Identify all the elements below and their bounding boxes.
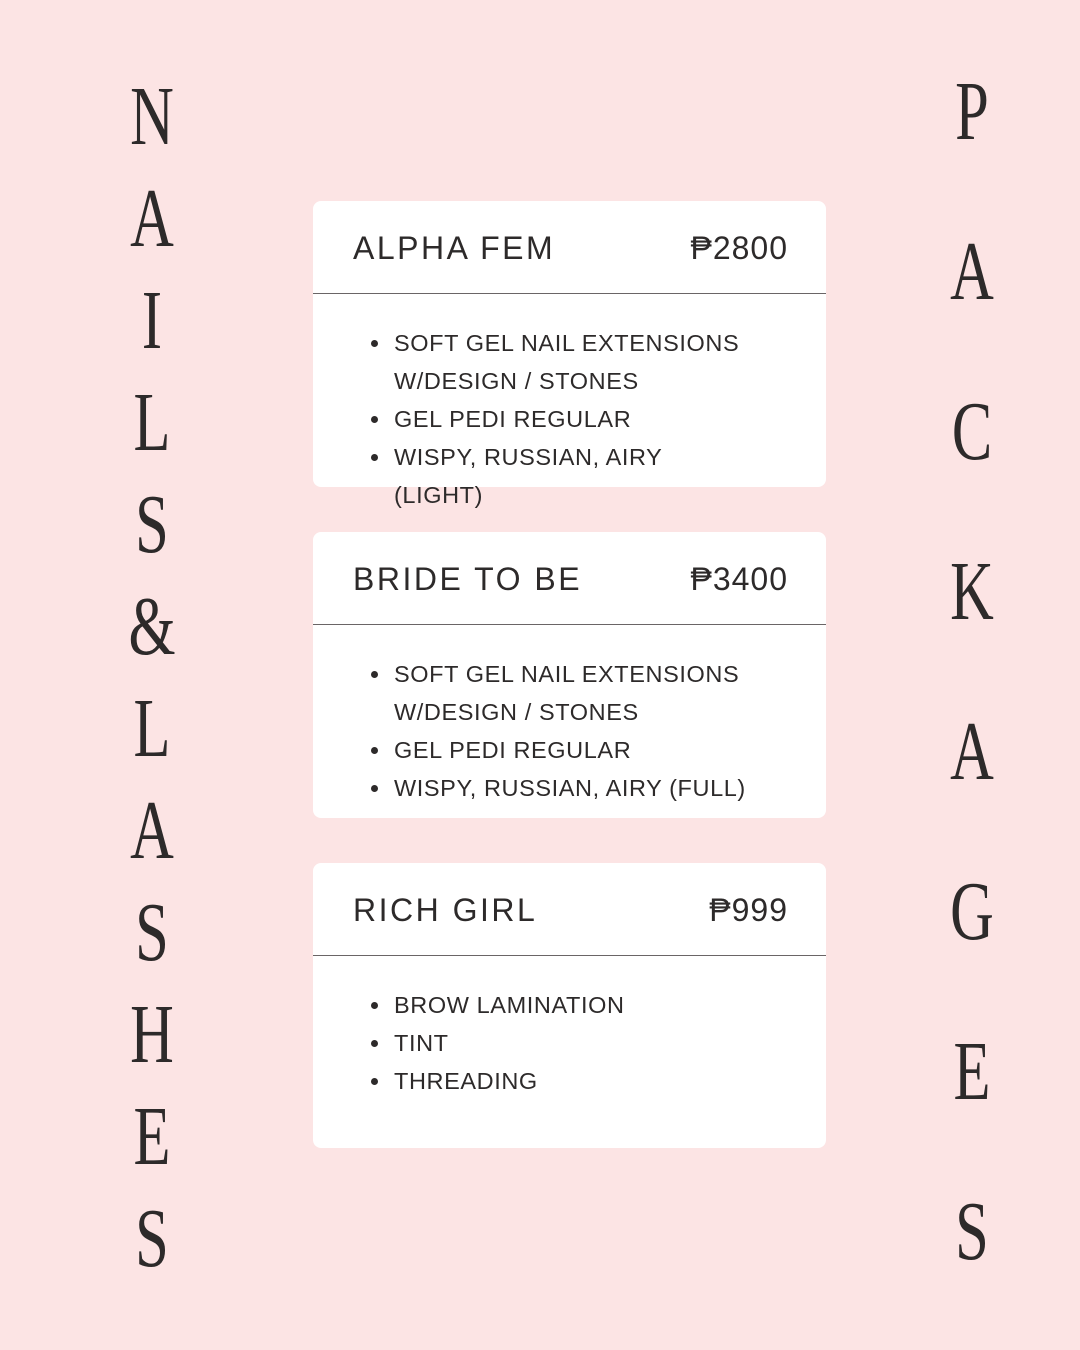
list-item: SOFT GEL NAIL EXTENSIONS W/DESIGN / STONES (313, 324, 774, 400)
title-letter: A (950, 705, 994, 798)
package-card-rich-girl (313, 863, 826, 1148)
title-letter: & (128, 580, 176, 673)
package-header (313, 532, 826, 625)
title-letter: P (955, 65, 989, 158)
title-letter: A (130, 172, 174, 265)
package-title: ALPHA FEM (353, 230, 556, 266)
title-letter: H (130, 988, 174, 1081)
package-header (313, 201, 826, 294)
list-item: THREADING (313, 1062, 774, 1100)
list-item: BROW LAMINATION (313, 986, 774, 1024)
title-letter: S (955, 1185, 989, 1278)
package-items-list (313, 625, 826, 807)
title-letter: A (130, 784, 174, 877)
package-items-list (313, 956, 826, 1100)
list-item: WISPY, RUSSIAN, AIRY (FULL) (313, 769, 774, 807)
package-price: ₱2800 (690, 230, 788, 266)
package-card-bride-to-be (313, 532, 826, 818)
title-letter: A (950, 225, 994, 318)
package-header (313, 863, 826, 956)
title-letter: S (135, 478, 169, 571)
title-letter: G (950, 865, 994, 958)
package-price: ₱999 (709, 892, 788, 928)
list-item: WISPY, RUSSIAN, AIRY (LIGHT) (313, 438, 774, 514)
package-title: RICH GIRL (353, 892, 538, 928)
title-letter: L (133, 376, 171, 469)
title-letter: E (133, 1090, 171, 1183)
title-letter: K (950, 545, 994, 638)
list-item: SOFT GEL NAIL EXTENSIONS W/DESIGN / STONES (313, 655, 774, 731)
title-letter: N (130, 70, 174, 163)
title-letter: L (133, 682, 171, 775)
title-letter: S (135, 886, 169, 979)
package-title: BRIDE TO BE (353, 561, 583, 597)
list-item: GEL PEDI REGULAR (313, 400, 774, 438)
package-items-list (313, 294, 826, 514)
package-card-alpha-fem (313, 201, 826, 508)
title-letter: C (951, 385, 993, 478)
title-letter: I (141, 274, 163, 367)
list-item: TINT (313, 1024, 774, 1062)
title-letter: S (135, 1192, 169, 1285)
title-letter: E (953, 1025, 991, 1118)
list-item: GEL PEDI REGULAR (313, 731, 774, 769)
package-price: ₱3400 (690, 561, 788, 597)
